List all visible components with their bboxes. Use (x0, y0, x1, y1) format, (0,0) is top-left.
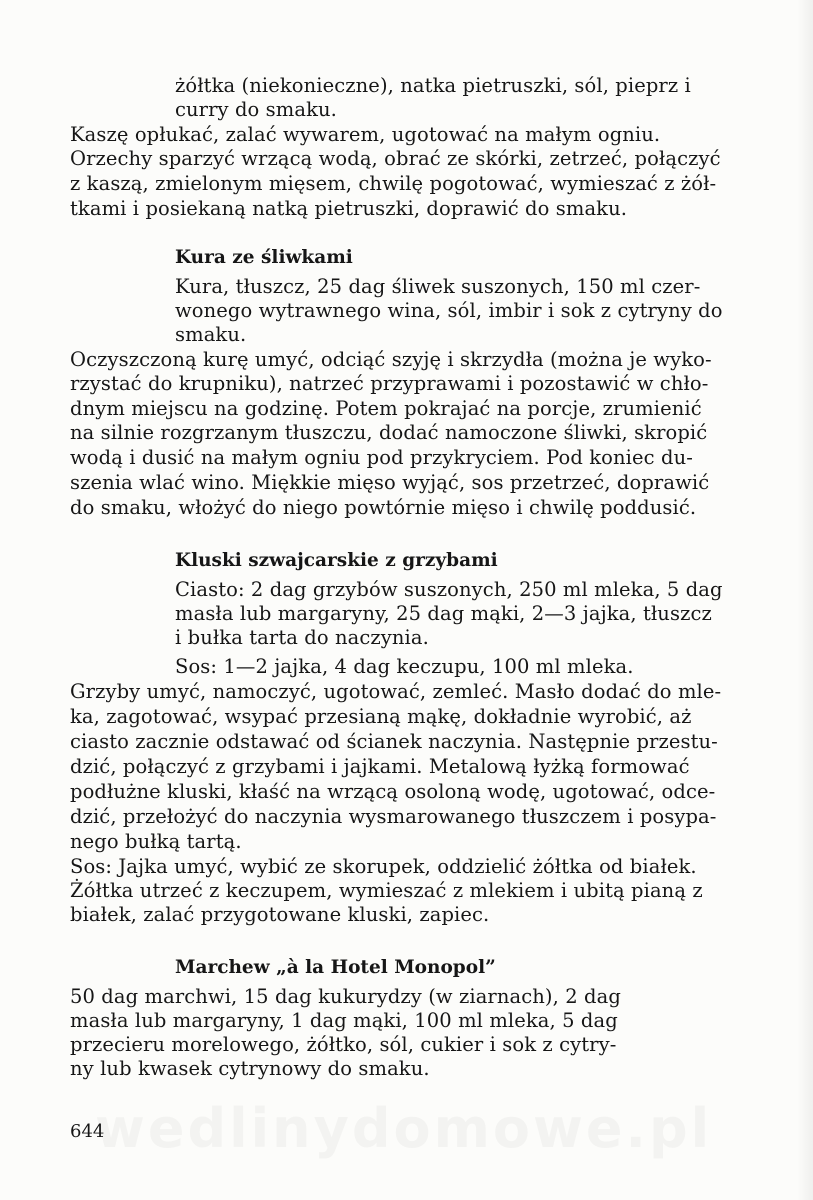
text-line: curry do smaku. (175, 98, 337, 121)
text-line: dzić, połączyć z grzybami i jajkami. Metalową łyżką formować (70, 755, 690, 778)
text-line: ny lub kwasek cytrynowy do smaku. (70, 1057, 430, 1080)
text-line: dzić, przełożyć do naczynia wysmarowanego tłuszczem i posypa- (70, 805, 717, 828)
page-edge-shadow (797, 0, 813, 1200)
text-line: Oczyszczoną kurę umyć, odciąć szyję i skrzydła (można je wyko- (70, 348, 712, 371)
text-line: szenia wlać wino. Miękkie mięso wyjąć, sos przetrzeć, doprawić (70, 471, 710, 494)
text-line: Kura, tłuszcz, 25 dag śliwek suszonych, 150 ml czer- (175, 275, 701, 298)
text-line: Sos: 1—2 jajka, 4 dag keczupu, 100 ml mleka. (175, 655, 634, 678)
text-line: Żółtka utrzeć z keczupem, wymieszać z mlekiem i ubitą pianą z (70, 879, 703, 902)
text-line: z kaszą, zmielonym mięsem, chwilę pogotować, wymieszać z żół- (70, 172, 717, 195)
text-line: dnym miejscu na godzinę. Potem pokrajać na porcje, zrumienić (70, 397, 702, 420)
recipe-title: Marchew „à la Hotel Monopol” (175, 957, 496, 978)
text-line: masła lub margaryny, 1 dag mąki, 100 ml mleka, 5 dag (70, 1009, 618, 1032)
text-line: tkami i posiekaną natką pietruszki, doprawić do smaku. (70, 197, 628, 220)
text-line: masła lub margaryny, 25 dag mąki, 2—3 jajka, tłuszcz (175, 602, 712, 625)
recipe-title: Kluski szwajcarskie z grzybami (175, 550, 498, 571)
text-line: ciasto zacznie odstawać od ścianek naczynia. Następnie przestu- (70, 730, 718, 753)
text-line: do smaku, włożyć do niego powtórnie mięso i chwilę poddusić. (70, 496, 697, 519)
text-line: żółtka (niekonieczne), natka pietruszki, sól, pieprz i (175, 74, 691, 97)
text-line: nego bułką tartą. (70, 830, 242, 853)
text-line: Ciasto: 2 dag grzybów suszonych, 250 ml mleka, 5 dag (175, 578, 723, 601)
text-line: na silnie rozgrzanym tłuszczu, dodać namoczone śliwki, skropić (70, 421, 708, 444)
text-line: przecieru morelowego, żółtko, sól, cukier i sok z cytry- (70, 1033, 617, 1056)
watermark: wedlinydomowe.pl (95, 1097, 713, 1160)
text-line: wonego wytrawnego wina, sól, imbir i sok z cytryny do (175, 299, 723, 322)
text-line: ka, zagotować, wsypać przesianą mąkę, dokładnie wyrobić, aż (70, 705, 692, 728)
text-line: Kaszę opłukać, zalać wywarem, ugotować na małym ogniu. (70, 123, 661, 146)
page-number: 644 (70, 1121, 105, 1142)
text-line: Grzyby umyć, namoczyć, ugotować, zemleć. Masło dodać do mle- (70, 680, 722, 703)
text-line: 50 dag marchwi, 15 dag kukurydzy (w ziarnach), 2 dag (70, 985, 621, 1008)
text-line: Orzechy sparzyć wrzącą wodą, obrać ze skórki, zetrzeć, połączyć (70, 147, 721, 170)
text-line: białek, zalać przygotowane kluski, zapiec. (70, 903, 490, 926)
text-line: Sos: Jajka umyć, wybić ze skorupek, oddzielić żółtka od białek. (70, 855, 697, 878)
text-line: smaku. (175, 323, 247, 346)
text-line: rzystać do krupniku), natrzeć przyprawami i pozostawić w chło- (70, 372, 709, 395)
text-line: wodą i dusić na małym ogniu pod przykryciem. Pod koniec du- (70, 446, 693, 469)
text-line: i bułka tarta do naczynia. (175, 626, 429, 649)
recipe-title: Kura ze śliwkami (175, 247, 353, 268)
text-line: podłużne kluski, kłaść na wrzącą osoloną wodę, ugotować, odce- (70, 780, 716, 803)
